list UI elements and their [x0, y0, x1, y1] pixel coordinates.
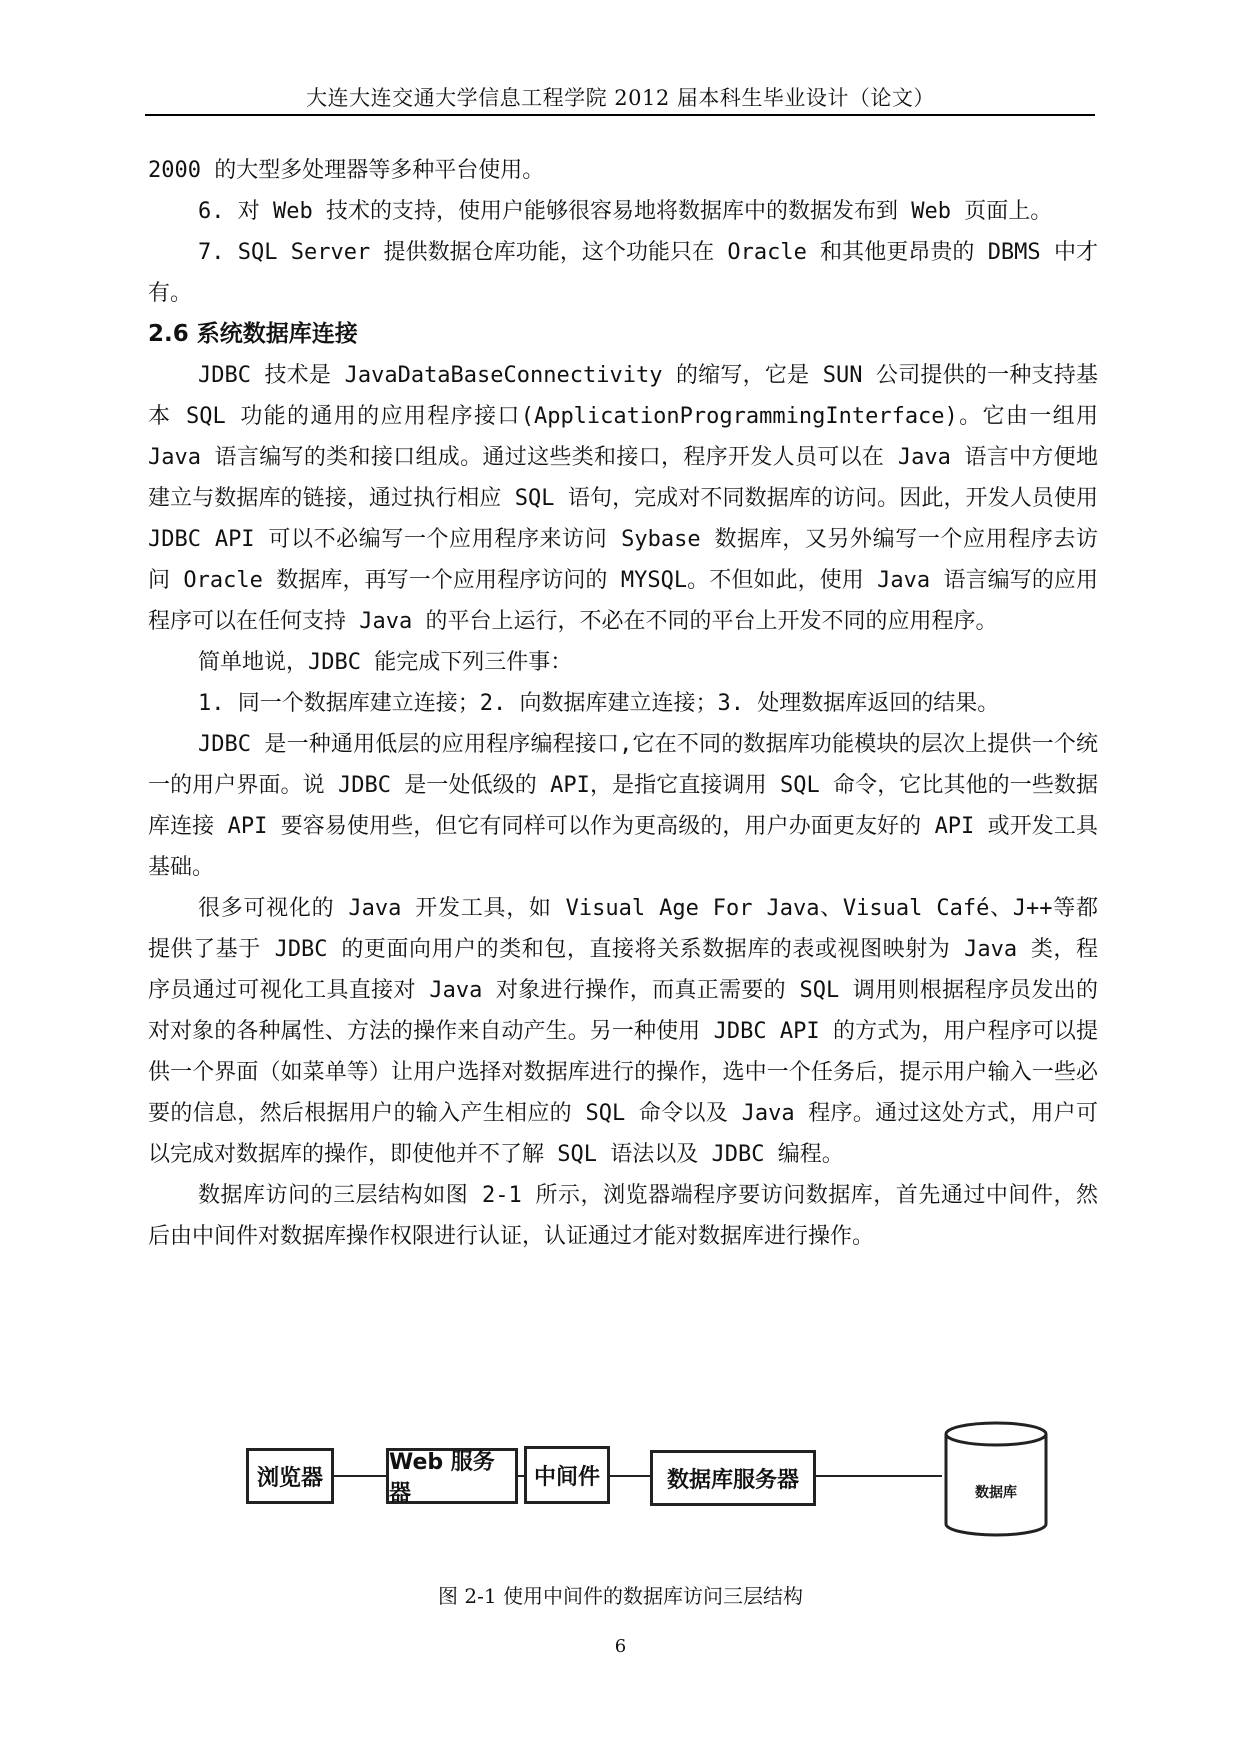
paragraph-jdbc-summary: 简单地说，JDBC 能完成下列三件事：: [198, 650, 573, 675]
database-label: 数据库: [975, 1485, 1017, 1501]
paragraph-continuation: 2000 的大型多处理器等多种平台使用。: [148, 158, 545, 183]
middleware-box: 中间件: [524, 1446, 610, 1504]
paragraph-item-6: 6. 对 Web 技术的支持，使用户能够很容易地将数据库中的数据发布到 Web 页面上。: [198, 199, 1053, 224]
paragraph-item-7: 7. SQL Server 提供数据仓库功能，这个功能只在 Oracle 和其他更昂贵的 DBMS 中才有。: [148, 240, 1098, 306]
paragraph-visual-tools: 很多可视化的 Java 开发工具，如 Visual Age For Java、Visual Café、J++等都提供了基于 JDBC 的更面向用户的类和包，直接将关系数据库的表或视图映射为 Java 类，程序员通过可视化工具直接对 Java 对象进行操作，而真正需要的 SQL 调用则根据程序员发出的对对象的各种属性、方法的操作来自动产生。另一种使用 JDBC API 的方式为，用户程序可以提供一个界面（如菜单等）让用户选择对数据库进行的操作，选中一个任务后，提示用户输入一些必要的信息，然后根据用户的输入产生相应的 SQL 命令以及 Java 程序。通过这处方式，用户可以完成对数据库的操作，即使他并不了解 SQL 语法以及 JDBC 编程。: [148, 896, 1098, 1167]
page-number: 6: [614, 1636, 627, 1657]
connector-line: [610, 1475, 650, 1477]
paragraph-three-tier: 数据库访问的三层结构如图 2-1 所示，浏览器端程序要访问数据库，首先通过中间件，然后由中间件对数据库操作权限进行认证，认证通过才能对数据库进行操作。: [148, 1183, 1098, 1249]
connector-line: [334, 1475, 386, 1477]
page-body: [148, 150, 1098, 1257]
paragraph-jdbc-intro: JDBC 技术是 JavaDataBaseConnectivity 的缩写，它是 SUN 公司提供的一种支持基本 SQL 功能的通用的应用程序接口(ApplicationProgrammingInterface)。它由一组用 Java 语言编写的类和接口组成。通过这些类和接口，程序开发人员可以在 Java 语言中方便地建立与数据库的链接，通过执行相应 SQL 语句，完成对不同数据库的访问。因此，开发人员使用 JDBC API 可以不必编写一个应用程序来访问 Sybase 数据库，又另外编写一个应用程序去访问 Oracle 数据库，再写一个应用程序访问的 MYSQL。不但如此，使用 Java 语言编写的应用程序可以在任何支持 Java 的平台上运行，不必在不同的平台上开发不同的应用程序。: [148, 363, 1098, 634]
database-cylinder: [942, 1420, 1050, 1540]
three-tier-diagram: [240, 1420, 1080, 1560]
database-cylinder-icon: [942, 1420, 1050, 1540]
paragraph-jdbc-low-level: JDBC 是一种通用低层的应用程序编程接口,它在不同的数据库功能模块的层次上提供一个统一的用户界面。说 JDBC 是一处低级的 API，是指它直接调用 SQL 命令，它比其他的一些数据库连接 API 要容易使用些，但它有同样可以作为更高级的，用户办面更友好的 API 或开发工具基础。: [148, 732, 1098, 880]
section-heading: 2.6 系统数据库连接: [148, 321, 358, 347]
browser-box: 浏览器: [246, 1448, 334, 1504]
connector-line: [816, 1475, 942, 1477]
figure-caption: 图 2-1 使用中间件的数据库访问三层结构: [438, 1584, 803, 1608]
web-server-box: Web 服务器: [386, 1448, 518, 1504]
page-header: 大连大连交通大学信息工程学院 2012 届本科生毕业设计（论文）: [306, 86, 935, 110]
header-rule: [145, 114, 1095, 116]
db-server-box: 数据库服务器: [650, 1450, 816, 1506]
paragraph-jdbc-three-things: 1. 同一个数据库建立连接；2. 向数据库建立连接；3. 处理数据库返回的结果。: [198, 691, 1000, 716]
